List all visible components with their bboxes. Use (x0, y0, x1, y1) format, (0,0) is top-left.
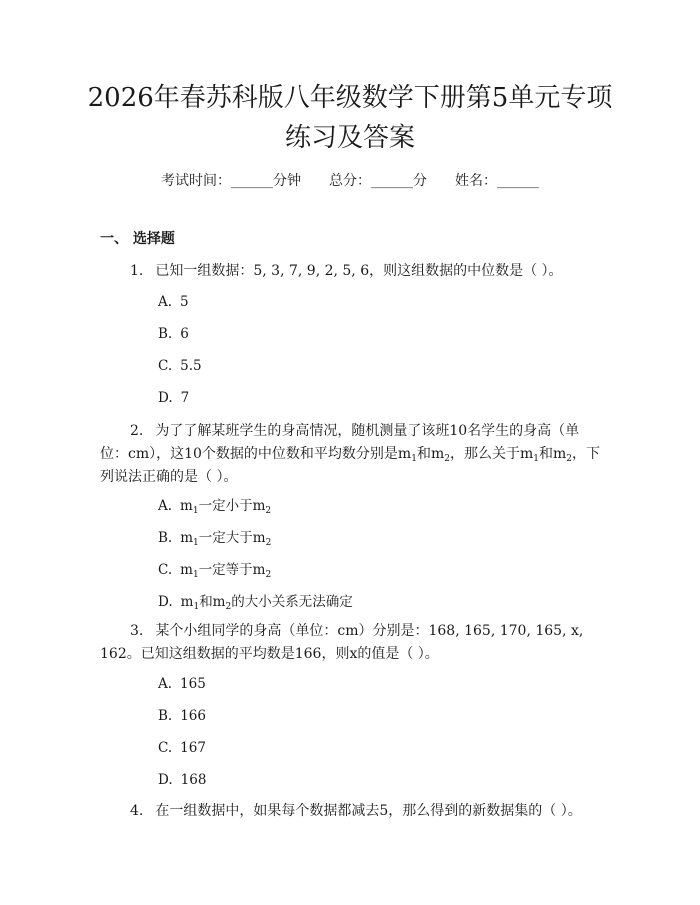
option-letter: B. (158, 708, 173, 724)
option-text: 6 (180, 326, 189, 342)
question-text: 为了了解某班学生的身高情况，随机测量了该班10名学生的身高（单位：cm），这10个数据的中位数和平均数分别是m (100, 423, 580, 462)
subscript: 2 (265, 570, 272, 580)
option-text: 一定等于m (198, 562, 266, 578)
option-letter: C. (158, 740, 173, 756)
option-3a (158, 674, 206, 694)
question-text: 和m (416, 446, 445, 462)
name-label: 姓名：______ (455, 173, 539, 189)
option-text: 7 (180, 390, 190, 406)
option-text: 和m (199, 594, 226, 610)
option-letter: C. (158, 562, 173, 578)
option-3c (158, 738, 206, 758)
option-text: 5 (180, 294, 189, 310)
exam-time-label: 考试时间：______分钟 (161, 173, 301, 189)
option-3b (158, 706, 206, 726)
question-number: 3. (130, 623, 144, 639)
subscript: 1 (193, 602, 200, 612)
subscript: 2 (225, 602, 232, 612)
question-4 (100, 800, 600, 823)
option-letter: D. (158, 772, 173, 788)
option-letter: A. (158, 498, 173, 514)
option-letter: A. (158, 676, 173, 692)
total-score-label: 总分：______分 (329, 173, 427, 189)
option-letter: D. (158, 594, 173, 610)
option-text: 168 (180, 772, 207, 788)
subscript: 1 (192, 506, 199, 516)
option-text: 一定大于m (198, 530, 266, 546)
question-text: 和m (538, 446, 567, 462)
question-3 (100, 620, 600, 666)
subscript: 2 (265, 506, 272, 516)
option-2d (158, 592, 353, 612)
question-text: ，那么关于m (449, 446, 534, 462)
subscript: 1 (193, 538, 199, 548)
subscript: 1 (411, 454, 417, 464)
option-text: 167 (180, 740, 206, 756)
question-number: 2. (130, 423, 144, 439)
question-1 (100, 260, 600, 283)
option-letter: D. (158, 390, 173, 406)
option-letter: A. (158, 294, 173, 310)
question-text: 在一组数据中，如果每个数据都减去5，那么得到的新数据集的（ ）。 (155, 803, 582, 819)
option-text: 165 (180, 676, 206, 692)
question-number: 4. (130, 803, 144, 819)
option-text: 166 (180, 708, 206, 724)
subscript: 2 (265, 538, 272, 548)
option-1c (158, 356, 202, 376)
question-text: 已知一组数据：5, 3, 7, 9, 2, 5, 6，则这组数据的中位数是（ ）。 (155, 263, 563, 279)
option-text: 5.5 (180, 358, 202, 374)
subscript: 1 (192, 570, 199, 580)
exam-meta (0, 170, 700, 190)
question-2 (100, 420, 600, 489)
option-letter: B. (158, 530, 173, 546)
question-text: ，下列说法正确的是（ ）。 (100, 446, 600, 485)
option-text: m (180, 530, 194, 546)
option-2b (158, 528, 271, 548)
subscript: 1 (533, 454, 539, 464)
option-text: 的大小关系无法确定 (231, 594, 353, 610)
option-text: m (180, 594, 194, 610)
option-2a (158, 496, 271, 516)
question-number: 1. (130, 263, 144, 279)
subscript: 2 (444, 454, 450, 464)
question-text: 某个小组同学的身高（单位：cm）分别是：168, 165, 170, 165, x, 162。已知这组数据的平均数是166，则x的值是（ ）。 (100, 623, 584, 662)
option-letter: C. (158, 358, 173, 374)
option-text: m (180, 562, 193, 578)
option-text: 一定小于m (198, 498, 266, 514)
document-title: 2026年春苏科版八年级数学下册第5单元专项练习及答案 (87, 83, 613, 153)
option-1a (158, 292, 189, 312)
option-text: m (180, 498, 193, 514)
section-title: 一、 选择题 (100, 231, 175, 247)
option-2c (158, 560, 271, 580)
option-3d (158, 770, 206, 790)
option-1b (158, 324, 189, 344)
option-1d (158, 388, 189, 408)
option-letter: B. (158, 326, 173, 342)
subscript: 2 (566, 454, 572, 464)
